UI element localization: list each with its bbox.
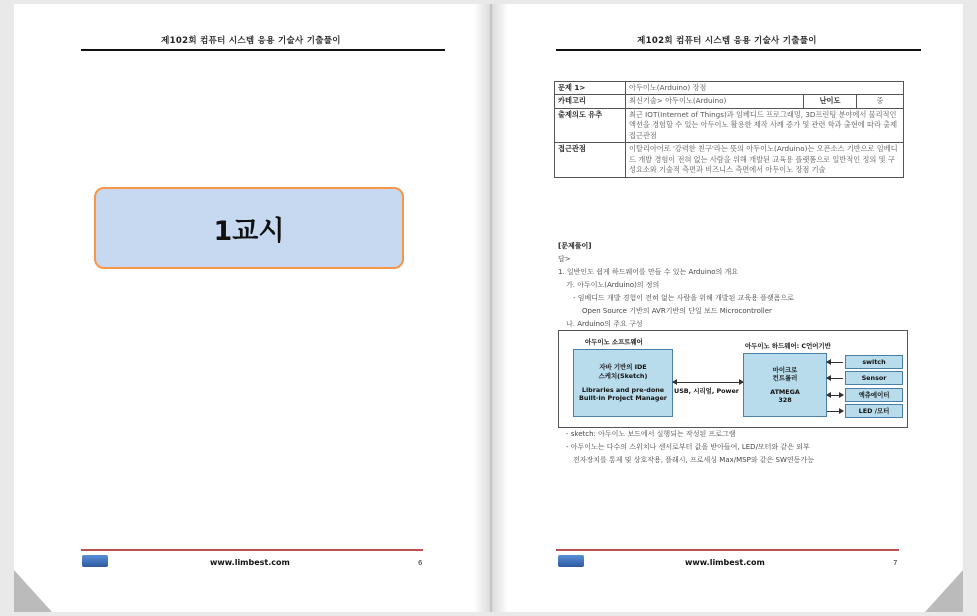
problem-label: 문제 1> (555, 82, 626, 95)
switch-arrow (827, 362, 843, 363)
left-footer-url[interactable]: www.limbest.com (210, 558, 290, 567)
solution-title: [문제풀이] (558, 242, 592, 250)
usb-link-arrow (673, 382, 743, 383)
solution-section (558, 240, 908, 331)
left-page-number: 6 (418, 559, 423, 567)
right-footer-rule (556, 549, 899, 551)
intent-value: 최근 IOT(Internet of Things)과 임베디드 프로그래밍, 3D프린팅 분야에서 물리적인 액션을 경험할 수 있는 아두이노 활용한 제작 사례 증가 및 관련 학과 출현에 따라 출제접근관점 (626, 108, 904, 142)
mcu-line-4: 328 (778, 395, 792, 404)
definition-line-1: - 임베디드 개발 경험이 전혀 없는 사람을 위해 개발된 교육용 플랫폼으로 (573, 294, 794, 302)
ide-line-3: Libraries and pre-done (581, 386, 665, 394)
sensor-arrow (827, 378, 843, 379)
approach-label: 접근관점 (555, 143, 626, 177)
right-header-title: 제102회 컴퓨터 시스템 응용 기술사 기출풀이 (637, 36, 817, 46)
right-header-rule (556, 49, 921, 51)
ide-box (573, 349, 673, 417)
arduino-structure-diagram (558, 330, 908, 428)
category-value: 최신기술> 아두이노(Arduino) (626, 95, 804, 108)
led-arrow (827, 411, 843, 412)
mcu-line-2: 컨트롤러 (772, 374, 798, 383)
sketch-note: - sketch: 아두이노 보드에서 실행되는 작성된 프로그램 (566, 430, 736, 438)
prev-page-curl[interactable] (14, 570, 52, 612)
period-title-box: 1교시 (94, 187, 404, 269)
right-page (491, 4, 963, 612)
right-footer-url[interactable]: www.limbest.com (685, 558, 765, 567)
left-page (14, 4, 488, 612)
left-header-title: 제102회 컴퓨터 시스템 응용 기술사 기출풀이 (161, 36, 341, 46)
software-title: 아두이노 소프트웨어 (585, 338, 643, 346)
ide-line-1: 자바 기반의 IDE (599, 363, 647, 372)
answer-label: 답> (558, 255, 571, 263)
actuator-box: 액츄에이터 (845, 388, 903, 402)
solution-continued (558, 428, 908, 467)
section-1-heading: 1. 일반인도 쉽게 하드웨어를 만들 수 있는 Arduino의 개요 (558, 268, 739, 276)
section-1b-heading: 나. Arduino의 주요 구성 (566, 320, 643, 328)
category-label: 카테고리 (555, 95, 626, 108)
approach-value: 이탈리아어로 '강력한 친구'라는 뜻의 아두이노(Arduino)는 오픈소스 기반으로 임베디드 개발 경험이 전혀 없는 사람을 위해 개발된 교육용 플랫폼으로 일반적인 정의 및 구성요소와 기술적 측면과 비즈니스 측면에서 아두이노 장점 기술 (626, 143, 904, 177)
intent-label: 출제의도 유추 (555, 108, 626, 142)
microcontroller-box (743, 353, 827, 417)
difficulty-value: 중 (857, 95, 904, 108)
definition-line-2: Open Source 기반의 AVR기반의 단일 보드 Microcontroller (582, 307, 772, 315)
left-footer-logo (82, 555, 108, 567)
hardware-title: 아두이노 하드웨어: C언어기반 (745, 342, 831, 350)
problem-info-table (554, 81, 904, 178)
left-footer-rule (81, 549, 423, 551)
arduino-io-note-line-2: 전자장치를 통제 및 상호작용, 플래시, 프로세싱 Max/MSP와 같은 SW연동가능 (573, 456, 814, 464)
switch-box: switch (845, 355, 903, 369)
mcu-line-1: 마이크로 (772, 365, 798, 374)
right-page-number: 7 (893, 559, 898, 567)
arduino-io-note-line-1: - 아두이노는 다수의 스위치나 센서로부터 값을 받아들여, LED/모터와 같은 외부 (566, 443, 810, 451)
led-motor-box: LED /모터 (845, 404, 903, 418)
difficulty-label: 난이도 (804, 95, 857, 108)
actuator-arrow (827, 395, 843, 396)
sensor-box: Sensor (845, 371, 903, 385)
left-header-rule (81, 49, 445, 51)
ide-line-4: Built-in Project Manager (579, 394, 667, 403)
problem-value: 아두이노(Arduino) 장점 (626, 82, 904, 95)
section-1a-heading: 가. 아두이노(Arduino)의 정의 (566, 281, 660, 289)
right-footer-logo (558, 555, 584, 567)
next-page-curl[interactable] (925, 570, 963, 612)
book-spine (474, 4, 508, 612)
mcu-line-3: ATMEGA (770, 387, 800, 396)
ide-line-2: 스케치(Sketch) (598, 371, 648, 380)
usb-link-label: USB, 시리얼, Power (674, 387, 739, 395)
